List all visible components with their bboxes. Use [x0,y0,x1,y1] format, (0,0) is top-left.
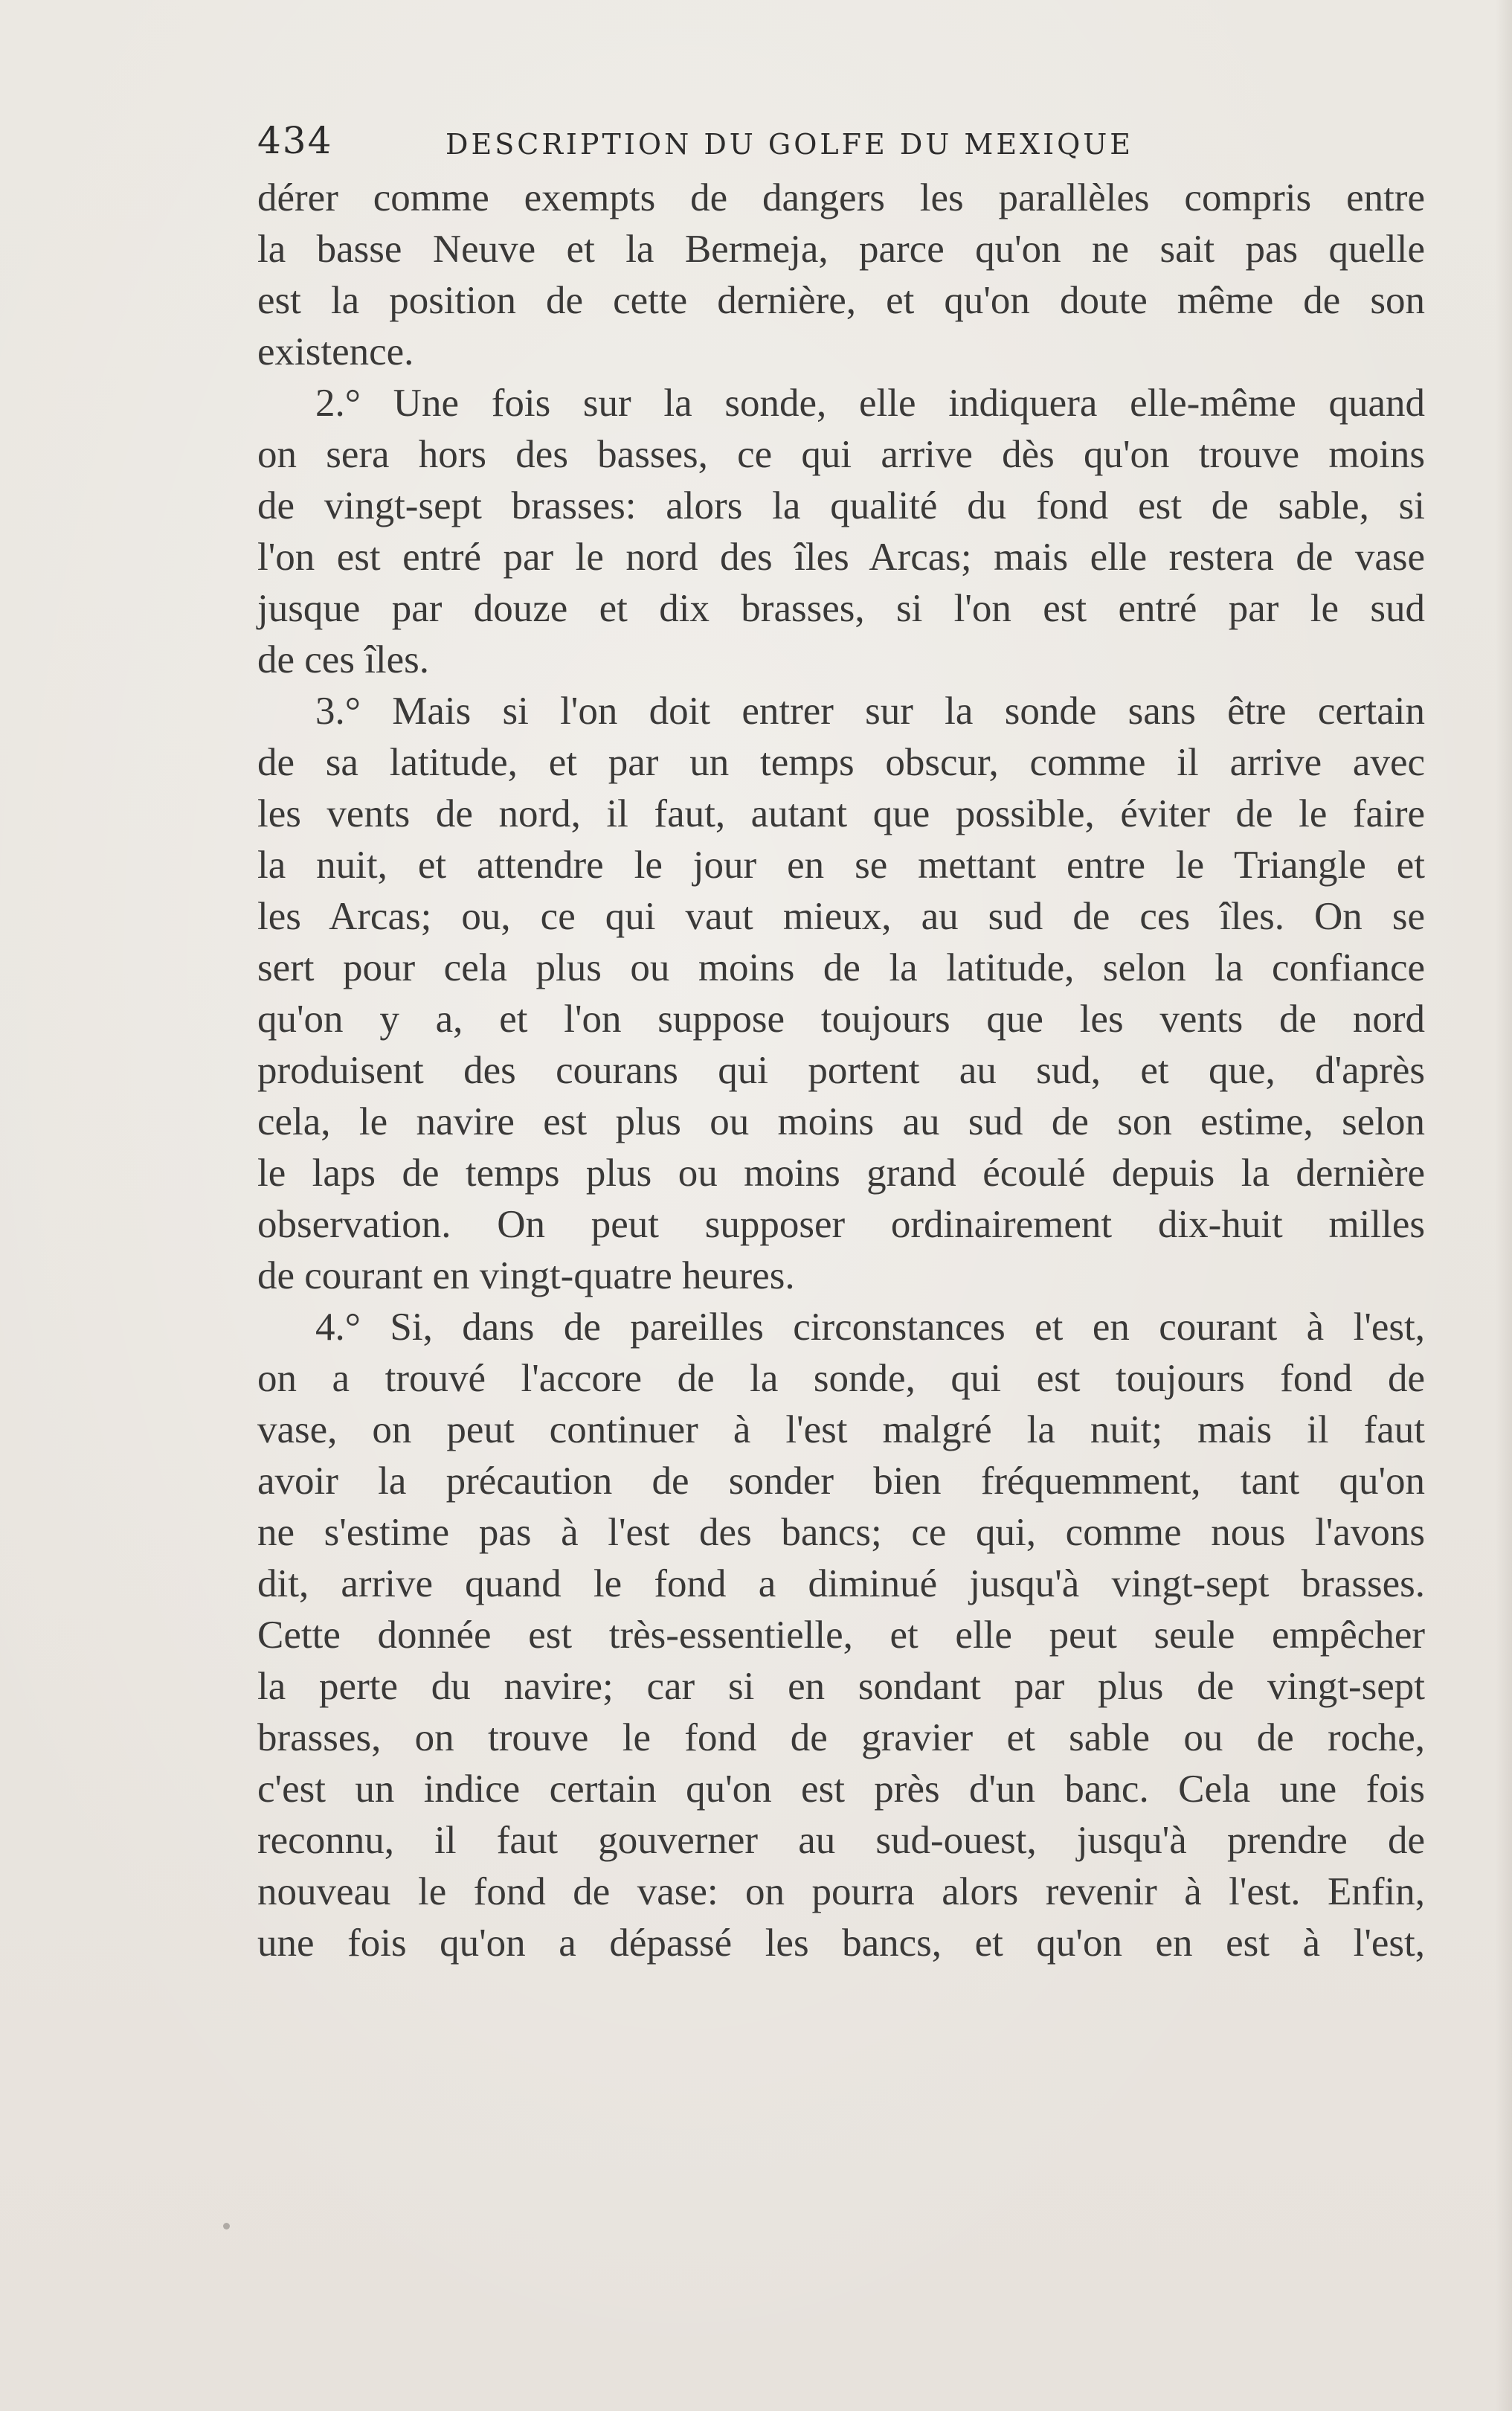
text-line: de ces îles. [257,638,430,681]
text-line: brasses, on trouve le fond de gravier et sable ou de roche, [257,1716,1425,1759]
text-line: de vingt-sept brasses: alors la qualité du fond est de sable, si [257,484,1425,527]
text-line: les Arcas; ou, ce qui vaut mieux, au sud de ces îles. On se [257,895,1425,938]
text-line: l'on est entré par le nord des îles Arcas; mais elle restera de vase [257,536,1425,579]
text-line: qu'on y a, et l'on suppose toujours que les vents de nord [257,998,1425,1041]
text-line: existence. [257,330,414,373]
text-line: cela, le navire est plus ou moins au sud de son estime, selon [257,1100,1425,1143]
text-line: Cette donnée est très-essentielle, et elle peut seule empêcher [257,1614,1425,1657]
text-line: vase, on peut continuer à l'est malgré la nuit; mais il faut [257,1408,1425,1451]
text-line: la nuit, et attendre le jour en se mettant entre le Triangle et [257,844,1425,887]
text-line: produisent des courans qui portent au sud, et que, d'après [257,1049,1425,1092]
text-line: observation. On peut supposer ordinairement dix-huit milles [257,1203,1425,1246]
text-line: on a trouvé l'accore de la sonde, qui est toujours fond de [257,1357,1425,1400]
text-line: reconnu, il faut gouverner au sud-ouest, jusqu'à prendre de [257,1819,1425,1862]
text-line: le laps de temps plus ou moins grand écoulé depuis la dernière [257,1152,1425,1195]
text-line: une fois qu'on a dépassé les bancs, et qu'on en est à l'est, [257,1922,1425,1965]
text-line: dérer comme exempts de dangers les parallèles compris entre [257,176,1425,219]
page-header [257,119,1217,171]
text-line: ne s'estime pas à l'est des bancs; ce qui, comme nous l'avons [257,1511,1425,1554]
text-line: avoir la précaution de sonder bien fréquemment, tant qu'on [257,1460,1425,1503]
body-text [257,173,1425,1969]
text-line: jusque par douze et dix brasses, si l'on est entré par le sud [257,587,1425,630]
text-line: sert pour cela plus ou moins de la latitude, selon la confiance [257,946,1425,989]
text-line: de sa latitude, et par un temps obscur, comme il arrive avec [257,741,1425,784]
text-line: nouveau le fond de vase: on pourra alors revenir à l'est. Enfin, [257,1870,1425,1913]
text-line: on sera hors des basses, ce qui arrive dès qu'on trouve moins [257,433,1425,476]
page-edge-shadow [1496,0,1512,2411]
text-line: est la position de cette dernière, et qu'on doute même de son [257,279,1425,322]
text-line: de courant en vingt-quatre heures. [257,1254,795,1297]
page-number: 434 [257,119,333,162]
paper-speck [223,2223,230,2229]
text-line: les vents de nord, il faut, autant que possible, éviter de le faire [257,792,1425,835]
text-line: la perte du navire; car si en sondant par plus de vingt-sept [257,1665,1425,1708]
running-title: DESCRIPTION DU GOLFE DU MEXIQUE [445,128,1134,161]
paragraph-start-line: 4.° Si, dans de pareilles circonstances et en courant à l'est, [315,1306,1425,1349]
paragraph-start-line: 2.° Une fois sur la sonde, elle indiquera elle-même quand [315,382,1425,425]
text-line: dit, arrive quand le fond a diminué jusqu'à vingt-sept brasses. [257,1562,1425,1605]
paragraph-start-line: 3.° Mais si l'on doit entrer sur la sonde sans être certain [315,690,1425,733]
text-line: la basse Neuve et la Bermeja, parce qu'on ne sait pas quelle [257,228,1425,271]
text-line: c'est un indice certain qu'on est près d'un banc. Cela une fois [257,1768,1425,1811]
